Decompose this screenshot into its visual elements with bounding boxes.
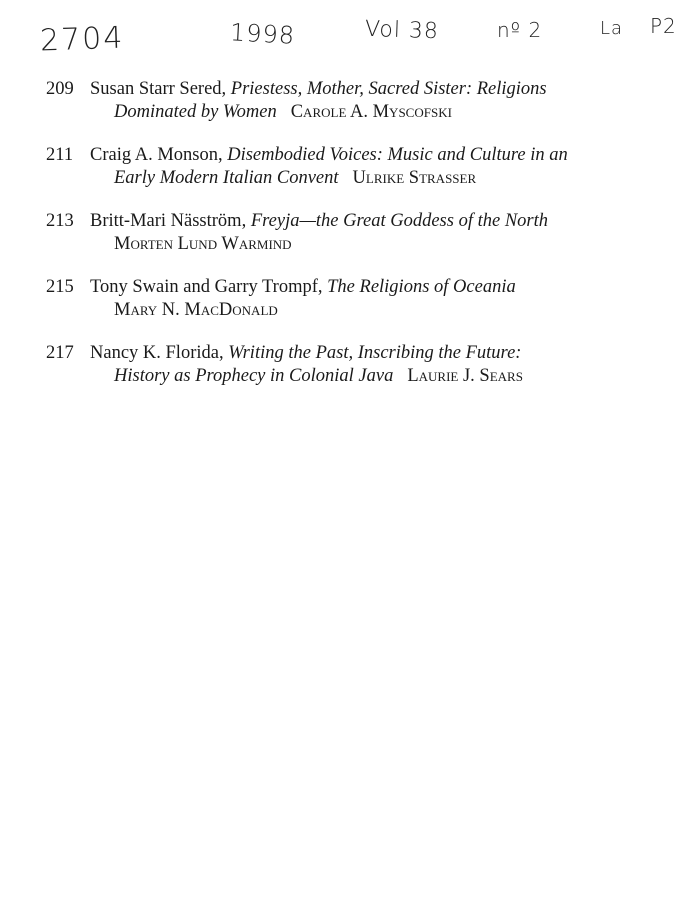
entry-line-2 <box>90 167 686 190</box>
handwritten-la: La <box>600 18 624 39</box>
author: Tony Swain and Garry Trompf, <box>90 277 323 297</box>
entry-line-2 <box>90 299 686 322</box>
page-number: 211 <box>46 145 74 165</box>
author: Craig A. Monson, <box>90 145 223 165</box>
book-title: Freyja—the Great Goddess of the North <box>250 211 548 231</box>
page-number: 213 <box>46 211 74 231</box>
review-entry <box>46 342 686 388</box>
book-title-continued: History as Prophecy in Colonial Java <box>114 366 394 386</box>
author: Britt-Mari Näsström, <box>90 211 247 231</box>
review-entry <box>46 144 686 190</box>
book-title: Priestess, Mother, Sacred Sister: Religions <box>230 79 547 99</box>
reviewer: Ulrike Strasser <box>352 168 477 188</box>
handwritten-p: P2 <box>650 14 677 38</box>
page-number: 215 <box>46 277 74 297</box>
author: Susan Starr Sered, <box>90 79 227 99</box>
reviewer: Laurie J. Sears <box>407 366 523 386</box>
reviewer: Mary N. MacDonald <box>114 300 278 320</box>
review-entry <box>46 210 686 256</box>
entry-line-2 <box>90 233 686 256</box>
review-entry <box>46 78 686 124</box>
reviewer: Morten Lund Warmind <box>114 234 292 254</box>
reviewer: Carole A. Myscofski <box>290 102 452 122</box>
entry-line-1 <box>90 144 686 167</box>
book-title-continued: Dominated by Women <box>114 102 277 122</box>
review-list <box>46 78 686 408</box>
page-number: 217 <box>46 343 74 363</box>
handwritten-issue: nº 2 <box>497 18 543 42</box>
handwritten-year: 1998 <box>229 18 296 50</box>
book-title: Writing the Past, Inscribing the Future: <box>228 343 522 363</box>
author: Nancy K. Florida, <box>90 343 224 363</box>
entry-line-2 <box>90 365 686 388</box>
book-title: Disembodied Voices: Music and Culture in an <box>227 145 568 165</box>
review-entry <box>46 276 686 322</box>
handwritten-annotations <box>0 0 699 70</box>
entry-line-1 <box>90 210 686 233</box>
entry-line-1 <box>90 276 686 299</box>
entry-line-2 <box>90 101 686 124</box>
book-title: The Religions of Oceania <box>327 277 516 297</box>
handwritten-volume: Vol 38 <box>364 16 440 45</box>
page-number: 209 <box>46 79 74 99</box>
entry-line-1 <box>90 342 686 365</box>
entry-line-1 <box>90 78 686 101</box>
book-title-continued: Early Modern Italian Convent <box>114 168 339 188</box>
handwritten-id: 2704 <box>39 20 125 59</box>
